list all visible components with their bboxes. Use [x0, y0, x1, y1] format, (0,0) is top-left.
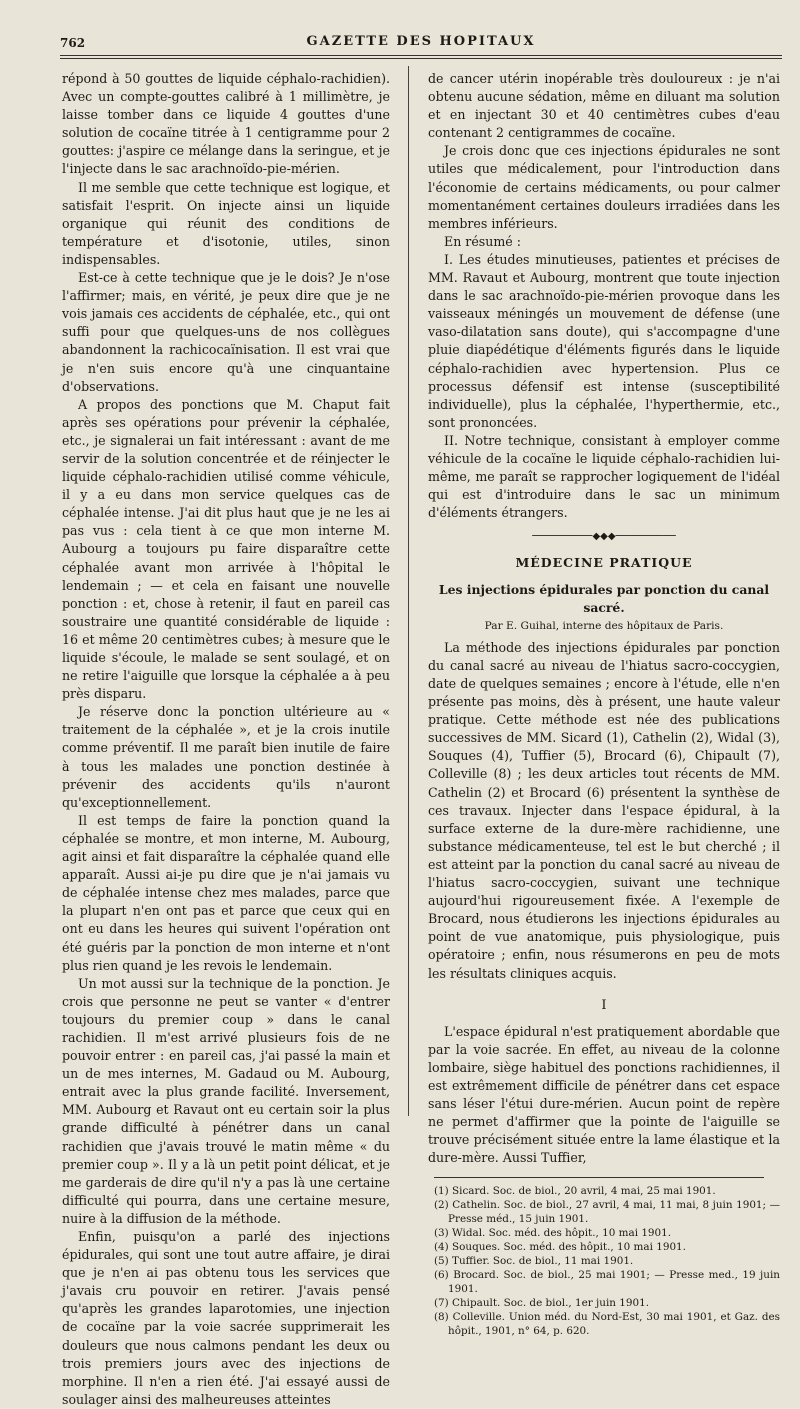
- footnote: (4) Souques. Soc. méd. des hôpit., 10 mai 1901.: [434, 1241, 686, 1254]
- journal-title: GAZETTE DES HOPITAUX: [306, 34, 536, 49]
- paragraph: I. Les études minutieuses, patientes et précises de MM. Ravaut et Aubourg, montrent que toute injection dans le sac arachnoïdo-pie-mérien provoque dans les vaisseaux méningés un mouvement de défense (une vaso-dilatation sans doute), qui s'accompagne d'une pluie diapédétique d'éléments figurés dans le liquide céphalo-rachidien avec hypertension. Plus ce processus défensif est intense (susceptibilité individuelle), plus la céphalée, l'hyperthermie, etc., sont prononcées.: [428, 251, 780, 430]
- page-header: [60, 30, 782, 52]
- footnote: (2) Cathelin. Soc. de biol., 27 avril, 4 mai, 11 mai, 8 juin 1901; — Presse méd., 15 juin 1901.: [434, 1199, 780, 1226]
- footnote: (1) Sicard. Soc. de biol., 20 avril, 4 mai, 25 mai 1901.: [434, 1185, 716, 1198]
- paragraph: Un mot aussi sur la technique de la ponction. Je crois que personne ne peut se vanter « d'entrer toujours du premier coup » dans le canal rachidien. Il m'est arrivé plusieurs fois de ne pouvoir entrer : en pareil cas, j'ai passé la main et un de mes internes, M. Gadaud ou M. Aubourg, entrait avec la plus grande facilité. Inversement, MM. Aubourg et Ravaut ont eu certain soir la plus grande difficulté à pénétrer dans un canal rachidien que j'avais trouvé le matin même « du premier coup ». Il y a là un petit point délicat, et je me garderais de dire qu'il n'y a pas là une certaine difficulté qui pourra, dans une certaine mesure, nuire à la diffusion de la méthode.: [62, 975, 390, 1226]
- paragraph: A propos des ponctions que M. Chaput fait après ses opérations pour prévenir la céphalée, etc., je signalerai un fait intéressant : avant de me servir de la solution concentrée et de réinjecter le liquide céphalo-rachidien utilisé comme véhicule, il y a eu dans mon service quelques cas de céphalée intense. J'ai dit plus haut que je ne les ai pas vus : cela tient à ce que mon interne M. Aubourg a toujours pu faire disparaître cette céphalée avant mon arrivée à l'hôpital le lendemain ; — et cela en faisant une nouvelle ponction : et, chose à retenir, il faut en pareil cas soustraire une quantité considérable de liquide : 16 et même 20 centimètres cubes; à mesure que le liquide s'écoule, le malade se sent soulagé, et on ne retire l'aiguille que lorsque la céphalée a à peu près disparu.: [62, 396, 390, 702]
- paragraph: L'espace épidural n'est pratiquement abordable que par la voie sacrée. En effet, au niveau de la colonne lombaire, siège habituel des ponctions rachidiennes, il est extrêmement difficile de pénétrer dans cet espace sans léser l'étui dure-mérien. Aucun point de repère ne permet d'affirmer que la pointe de l'aiguille se trouve précisément située entre la lame élastique et la dure-mère. Aussi Tuffier,: [428, 1023, 780, 1166]
- paragraph: répond à 50 gouttes de liquide céphalo-rachidien). Avec un compte-gouttes calibré à 1 millimètre, je laisse tomber dans ce liquide 4 gouttes d'une solution de cocaïne titrée à 1 centigramme pour 2 gouttes: j'aspire ce mélange dans la seringue, et je l'injecte dans le sac arachnoïdo-pie-mérien.: [62, 71, 390, 177]
- paragraph: de cancer utérin inopérable très douloureux : je n'ai obtenu aucune sédation, même en diluant ma solution et en injectant 30 et 40 centimètres cubes d'eau contenant 2 centigrammes de cocaïne.: [428, 71, 780, 141]
- footnote: (8) Colleville. Union méd. du Nord-Est, 30 mai 1901, et Gaz. des hôpit., 1901, n° 64, p. 620.: [434, 1311, 780, 1338]
- ornament-divider: ──────────◆◆◆──────────: [532, 531, 676, 543]
- header-rule: [60, 55, 782, 56]
- column-divider: [408, 66, 409, 1116]
- article-byline: Par E. Guihal, interne des hôpitaux de Paris.: [484, 619, 724, 632]
- paragraph: II. Notre technique, consistant à employer comme véhicule de la cocaïne le liquide céphalo-rachidien lui-même, me paraît se rapprocher logiquement de l'idéal qui est d'introduire dans le sac un minimum d'éléments étrangers.: [428, 432, 780, 521]
- left-column: [62, 70, 390, 1409]
- footnotes: [428, 1184, 780, 1338]
- footnote: (3) Widal. Soc. méd. des hôpit., 10 mai 1901.: [434, 1227, 672, 1240]
- paragraph: En résumé :: [444, 233, 521, 249]
- page-number: 762: [60, 36, 86, 50]
- footnote: (5) Tuffier. Soc. de biol., 11 mai 1901.: [434, 1255, 634, 1268]
- paragraph: La méthode des injections épidurales par ponction du canal sacré au niveau de l'hiatus sacro-coccygien, date de quelques semaines ; encore à l'étude, elle n'en présente pas moins, dès à présent, une haute valeur pratique. Cette méthode est née des publications successives de MM. Sicard (1), Cathelin (2), Widal (3), Souques (4), Tuffier (5), Brocard (6), Chipault (7), Colleville (8) ; les deux articles tout récents de MM. Cathelin (2) et Brocard (6) présentent la synthèse de ces travaux. Injecter dans l'espace épidural, à la surface externe de la dure-mère rachidienne, une substance médicamenteuse, tel est le but cherché ; il est atteint par la ponction du canal sacré au niveau de l'hiatus sacro-coccygien, suivant une technique aujourd'hui rigoureusement fixée. A l'exemple de Brocard, nous étudierons les injections épidurales au point de vue anatomique, puis physiologique, puis opératoire ; enfin, nous résumerons en peu de mots les résultats cliniques acquis.: [428, 639, 780, 981]
- paragraph: Est-ce à cette technique que je le dois? Je n'ose l'affirmer; mais, en vérité, je peux dire que je ne vois jamais ces accidents de céphalée, etc., qui ont suffi pour que quelques-uns de nos collègues abandonnent la rachicocaïnisation. Il est vrai que je n'en suis encore qu'à une cinquantaine d'observations.: [62, 270, 390, 394]
- paragraph: Il me semble que cette technique est logique, et satisfait l'esprit. On injecte ainsi un liquide organique qui réunit des conditions de température et d'isotonie, utiles, sinon indispensables.: [62, 179, 390, 267]
- footnote: (6) Brocard. Soc. de biol., 25 mai 1901; — Presse med., 19 juin 1901.: [434, 1269, 780, 1296]
- article-title: Les injections épidurales par ponction du canal sacré.: [438, 581, 770, 615]
- header-rule-2: [60, 58, 782, 59]
- paragraph: Enfin, puisqu'on a parlé des injections épidurales, qui sont une tout autre affaire, je dirai que je n'en ai pas obtenu tous les services que j'avais cru pouvoir en retirer. J'avais pensé qu'après les grandes laparotomies, une injection de cocaïne par la voie sacrée supprimerait les douleurs que nous calmons pendant les deux ou trois premiers jours avec des injections de morphine. Il n'en a rien été. J'ai essayé aussi de soulager ainsi des malheureuses atteintes: [62, 1229, 390, 1407]
- footnote-rule: [434, 1177, 764, 1178]
- footnote: (7) Chipault. Soc. de biol., 1er juin 1901.: [434, 1297, 650, 1310]
- paragraph: Je réserve donc la ponction ultérieure au « traitement de la céphalée », et je la crois inutile comme préventif. Il me paraît bien inutile de faire à tous les malades une ponction destinée à prévenir des accidents qu'ils n'auront qu'exceptionnellement.: [62, 704, 390, 810]
- section-numeral: I: [601, 997, 607, 1013]
- paragraph: Il est temps de faire la ponction quand la céphalée se montre, et mon interne, M. Aubourg, agit ainsi et fait disparaître la céphalée quand elle apparaît. Aussi ai-je pu dire que je n'ai jamais vu de céphalée intense chez mes malades, parce que la plupart n'en ont pas et parce que ceux qui en ont eu dans les heures qui suivent l'opération ont été guéris par la ponction de mon interne et n'ont plus rien quand je les revois le lendemain.: [62, 812, 390, 973]
- right-column: [428, 70, 780, 1338]
- section-title: MÉDECINE PRATIQUE: [515, 555, 693, 571]
- paragraph: Je crois donc que ces injections épidurales ne sont utiles que médicalement, pour l'introduction dans l'économie de certains médicaments, ou pour calmer momentanément certaines douleurs irradiées dans les membres inférieurs.: [428, 143, 780, 231]
